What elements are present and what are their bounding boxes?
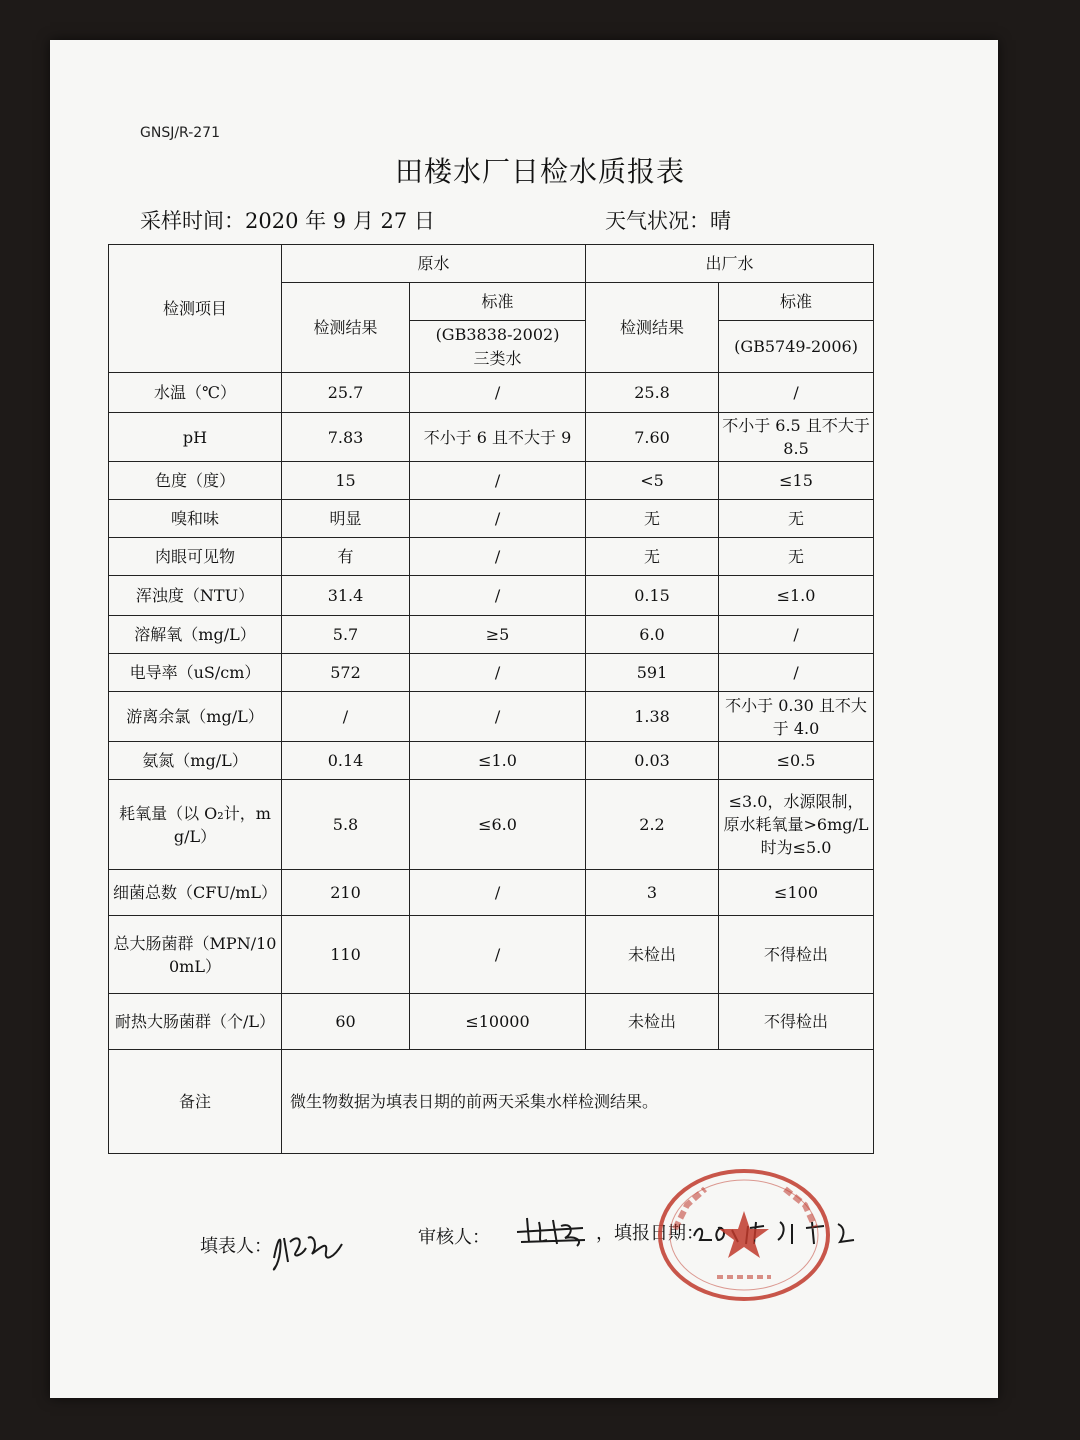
cell-raw-standard: / [410,916,586,994]
cell-item: 耐热大肠菌群（个/L） [109,994,282,1050]
cell-raw-standard: / [410,870,586,916]
cell-item: 嗅和味 [109,500,282,538]
cell-raw-result: 60 [282,994,410,1050]
cell-item: 总大肠菌群（MPN/100mL） [109,916,282,994]
cell-out-result: 未检出 [586,916,719,994]
cell-out-standard: ≤100 [719,870,874,916]
cell-item: 肉眼可见物 [109,538,282,576]
cell-out-standard: / [719,373,874,413]
cell-raw-standard: / [410,538,586,576]
cell-raw-result: 5.8 [282,780,410,870]
cell-out-result: 591 [586,654,719,692]
cell-out-standard: 无 [719,538,874,576]
cell-raw-standard: / [410,654,586,692]
table-row [109,373,874,413]
cell-out-result: 3 [586,870,719,916]
remark-text: 微生物数据为填表日期的前两天采集水样检测结果。 [282,1050,874,1154]
cell-out-result: 7.60 [586,413,719,462]
header-raw-standard-code [410,321,586,373]
header-out-standard: 标准 [719,283,874,321]
sample-time-label: 采样时间： [140,209,245,233]
cell-out-standard: 不得检出 [719,916,874,994]
cell-raw-standard: / [410,500,586,538]
table-row [109,742,874,780]
date-label: ，填报日期： [596,1223,704,1244]
table-row [109,654,874,692]
cell-out-result: 6.0 [586,616,719,654]
table-row [109,538,874,576]
header-out-result: 检测结果 [586,283,719,373]
cell-raw-result: 31.4 [282,576,410,616]
cell-out-standard: ≤3.0，水源限制，原水耗氧量>6mg/L 时为≤5.0 [719,780,874,870]
table-row [109,500,874,538]
cell-item: 细菌总数（CFU/mL） [109,870,282,916]
cell-raw-standard: / [410,576,586,616]
reviewer-signature [513,1210,593,1254]
table-row [109,413,874,462]
cell-item: 电导率（uS/cm） [109,654,282,692]
table-row [109,916,874,994]
cell-raw-result: 明显 [282,500,410,538]
cell-raw-result: 25.7 [282,373,410,413]
weather-label: 天气状况： [605,209,710,233]
cell-item: 耗氧量（以 O₂计，mg/L） [109,780,282,870]
cell-item: pH [109,413,282,462]
cell-out-standard: 不小于 0.30 且不大于 4.0 [719,692,874,742]
cell-out-result: 2.2 [586,780,719,870]
filler-signature [268,1218,350,1280]
remark-row [109,1050,874,1154]
table-row [109,576,874,616]
header-raw-water: 原水 [282,245,586,283]
cell-out-result: 1.38 [586,692,719,742]
cell-item: 浑浊度（NTU） [109,576,282,616]
cell-raw-standard: 不小于 6 且不大于 9 [410,413,586,462]
cell-out-result: 0.03 [586,742,719,780]
table-row [109,994,874,1050]
water-quality-table [108,244,874,1154]
cell-item: 色度（度） [109,462,282,500]
header-out-water: 出厂水 [586,245,874,283]
cell-raw-result: 572 [282,654,410,692]
table-row [109,780,874,870]
cell-raw-result: / [282,692,410,742]
cell-item: 水温（℃） [109,373,282,413]
header-raw-standard: 标准 [410,283,586,321]
cell-item: 氨氮（mg/L） [109,742,282,780]
cell-out-result: <5 [586,462,719,500]
raw-standard-code: (GB3838-2002) [435,325,560,345]
cell-raw-result: 210 [282,870,410,916]
cell-out-standard: ≤1.0 [719,576,874,616]
cell-out-standard: ≤15 [719,462,874,500]
sample-time [140,205,435,235]
cell-out-result: 0.15 [586,576,719,616]
cell-raw-standard: / [410,692,586,742]
cell-raw-result: 15 [282,462,410,500]
document-title: 田楼水厂日检水质报表 [394,155,685,188]
cell-out-standard: / [719,616,874,654]
cell-out-result: 未检出 [586,994,719,1050]
cell-raw-result: 0.14 [282,742,410,780]
cell-raw-standard: / [410,462,586,500]
cell-item: 游离余氯（mg/L） [109,692,282,742]
cell-raw-standard: ≤6.0 [410,780,586,870]
cell-out-standard: 无 [719,500,874,538]
cell-out-result: 25.8 [586,373,719,413]
document-code: GNSJ/R-271 [140,125,220,141]
reviewer-label: 审核人： [418,1227,490,1248]
raw-standard-class: 三类水 [473,348,522,368]
weather [605,205,731,235]
cell-raw-standard: / [410,373,586,413]
header-raw-result: 检测结果 [282,283,410,373]
cell-out-standard: 不小于 6.5 且不大于 8.5 [719,413,874,462]
cell-raw-standard: ≥5 [410,616,586,654]
cell-out-standard: 不得检出 [719,994,874,1050]
cell-out-result: 无 [586,538,719,576]
filler-label: 填表人： [200,1236,272,1257]
weather-value: 晴 [710,209,731,233]
remark-label: 备注 [109,1050,282,1154]
cell-raw-result: 7.83 [282,413,410,462]
official-seal [655,1165,833,1305]
cell-out-standard: / [719,654,874,692]
sample-time-value: 2020 年 9 月 27 日 [245,209,435,233]
cell-raw-result: 有 [282,538,410,576]
table-row [109,692,874,742]
cell-raw-standard: ≤1.0 [410,742,586,780]
table-row [109,870,874,916]
cell-raw-result: 110 [282,916,410,994]
table-row [109,616,874,654]
header-out-standard-code: (GB5749-2006) [719,321,874,373]
cell-raw-result: 5.7 [282,616,410,654]
cell-item: 溶解氧（mg/L） [109,616,282,654]
cell-out-standard: ≤0.5 [719,742,874,780]
header-item: 检测项目 [109,245,282,373]
table-row [109,462,874,500]
cell-raw-standard: ≤10000 [410,994,586,1050]
cell-out-result: 无 [586,500,719,538]
